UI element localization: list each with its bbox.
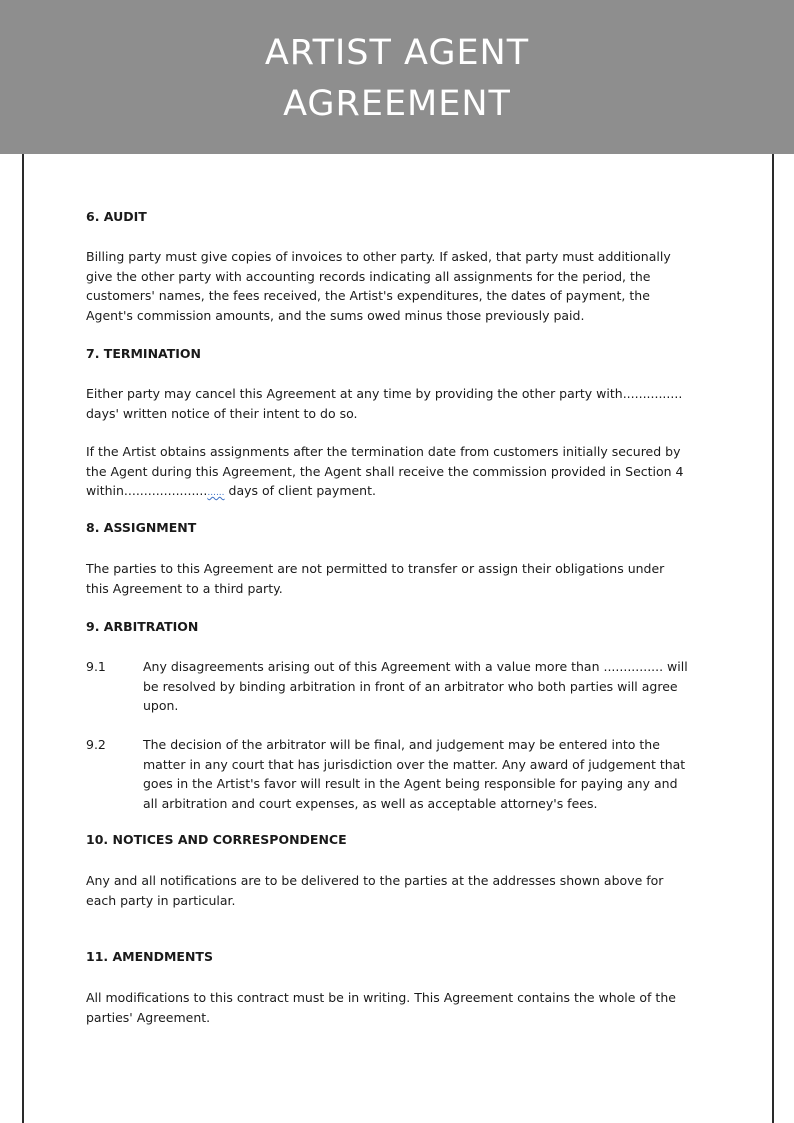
text-line: Any and all notifications are to be delivered to the parties at the addresses shown above for xyxy=(86,873,664,888)
text-line: be resolved by binding arbitration in front of an arbitrator who both parties will agree xyxy=(143,678,678,694)
assignment-paragraph xyxy=(86,559,726,598)
text-line: give the other party with accounting records indicating all assignments for the period, the xyxy=(86,268,651,284)
text-line: all arbitration and court expenses, as well as acceptable attorney's fees. xyxy=(143,795,598,811)
title-banner xyxy=(0,0,794,154)
clause-number: 9.2 xyxy=(86,737,106,752)
text-line: goes in the Artist's favor will result in the Agent being responsible for paying any and xyxy=(143,776,678,791)
text-line: the Agent during this Agreement, the Agent shall receive the commission provided in Section 4 xyxy=(86,463,684,479)
section-heading-arbitration: 9. ARBITRATION xyxy=(86,619,199,634)
page-border-right xyxy=(772,154,774,1123)
text-line: each party in particular. xyxy=(86,892,236,908)
amendments-paragraph xyxy=(86,988,726,1027)
spellcheck-squiggle: ...... xyxy=(207,488,225,498)
clause-text-9-2 xyxy=(143,735,733,813)
text-line: parties' Agreement. xyxy=(86,1009,211,1025)
text-line: If the Artist obtains assignments after the termination date from customers initially secured by xyxy=(86,444,681,459)
text-line: Any disagreements arising out of this Agreement with a value more than ............... will xyxy=(143,659,688,674)
text-line: All modifications to this contract must be in writing. This Agreement contains the whole of the xyxy=(86,990,676,1005)
text-line: The parties to this Agreement are not permitted to transfer or assign their obligations under xyxy=(86,561,665,576)
text-line: Agent's commission amounts, and the sums owed minus those previously paid. xyxy=(86,307,585,323)
text-line: days' written notice of their intent to do so. xyxy=(86,405,358,421)
page-border-left xyxy=(22,154,24,1123)
termination-paragraph-2 xyxy=(86,442,726,504)
text-line xyxy=(86,481,726,504)
text-fragment: days of client payment. xyxy=(228,483,376,498)
text-line: customers' names, the fees received, the Artist's expenditures, the dates of payment, the xyxy=(86,288,650,303)
banner-title-line-1: ARTIST AGENT xyxy=(264,33,530,73)
banner-title-line-2: AGREEMENT xyxy=(283,84,511,124)
section-heading-amendments: 11. AMENDMENTS xyxy=(86,949,213,964)
termination-paragraph-1 xyxy=(86,384,726,423)
section-heading-assignment: 8. ASSIGNMENT xyxy=(86,520,197,535)
clause-number: 9.1 xyxy=(86,659,106,674)
text-line: upon. xyxy=(143,698,179,713)
section-heading-audit: 6. AUDIT xyxy=(86,209,147,224)
text-line: The decision of the arbitrator will be final, and judgement may be entered into the xyxy=(143,737,660,752)
audit-paragraph xyxy=(86,247,726,325)
section-heading-termination: 7. TERMINATION xyxy=(86,346,202,361)
clause-text-9-1 xyxy=(143,657,733,716)
notices-paragraph xyxy=(86,871,726,910)
text-line: this Agreement to a third party. xyxy=(86,580,283,596)
text-line: matter in any court that has jurisdiction over the matter. Any award of judgement that xyxy=(143,756,686,772)
text-line: Either party may cancel this Agreement at any time by providing the other party with............... xyxy=(86,386,683,401)
text-line: Billing party must give copies of invoices to other party. If asked, that party must additionally xyxy=(86,249,671,264)
section-heading-notices: 10. NOTICES AND CORRESPONDENCE xyxy=(86,832,347,847)
text-fragment: within..................... xyxy=(86,483,208,498)
